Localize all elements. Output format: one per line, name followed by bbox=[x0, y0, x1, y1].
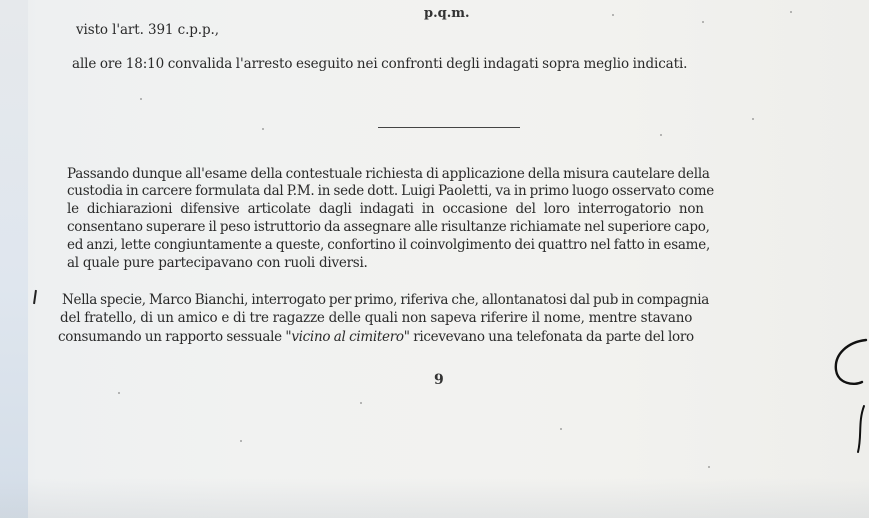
text-line: visto l'art. 391 c.p.p., bbox=[76, 22, 219, 38]
paragraph-line: Nella specie, Marco Bianchi, interrogato per primo, riferiva che, allontanatosi dal pub in compagnia bbox=[62, 292, 710, 308]
paper-speck bbox=[140, 98, 142, 100]
photo-shadow bbox=[0, 478, 869, 518]
paragraph-line: consentano superare il peso istruttorio da assegnare alle risultanze richiamate nel superiore capo, bbox=[67, 219, 710, 235]
quoted-text: vicino al cimitero bbox=[291, 329, 404, 345]
paper-speck bbox=[240, 440, 242, 442]
section-divider bbox=[378, 127, 520, 128]
paper-speck bbox=[560, 428, 562, 430]
page-number: 9 bbox=[434, 372, 444, 388]
paper-speck bbox=[790, 11, 792, 13]
text-line: alle ore 18:10 convalida l'arresto eseguito nei confronti degli indagati sopra meglio indicati. bbox=[72, 56, 688, 72]
pen-curl-mark bbox=[828, 336, 868, 456]
text-span: " ricevevano una telefonata da parte del loro bbox=[403, 329, 694, 345]
paragraph-line: custodia in carcere formulata dal P.M. in sede dott. Luigi Paoletti, va in primo luogo osservato come bbox=[67, 183, 714, 199]
paper-speck bbox=[262, 128, 264, 130]
section-heading: p.q.m. bbox=[424, 6, 470, 21]
paragraph-line: del fratello, di un amico e di tre ragazze delle quali non sapeva riferire il nome, mentre stavano bbox=[60, 310, 693, 326]
paper-speck bbox=[360, 402, 362, 404]
paper-speck bbox=[612, 14, 614, 16]
paper-speck bbox=[660, 134, 662, 136]
paragraph-line: le dichiarazioni difensive articolate dagli indagati in occasione del loro interrogatorio non bbox=[67, 201, 704, 217]
paper-speck bbox=[752, 118, 754, 120]
paragraph-line: Passando dunque all'esame della contestuale richiesta di applicazione della misura cautelare della bbox=[67, 166, 710, 182]
paragraph-line: ed anzi, lette congiuntamente a queste, confortino il coinvolgimento dei quattro nel fatto in esame, bbox=[67, 237, 711, 253]
text-span: consumando un rapporto sessuale " bbox=[58, 329, 292, 345]
paragraph-line bbox=[58, 329, 694, 345]
pen-mark bbox=[33, 290, 37, 304]
paragraph-line: al quale pure partecipavano con ruoli diversi. bbox=[67, 255, 368, 271]
paper-speck bbox=[702, 21, 704, 23]
paper-speck bbox=[708, 466, 710, 468]
paper-speck bbox=[118, 392, 120, 394]
